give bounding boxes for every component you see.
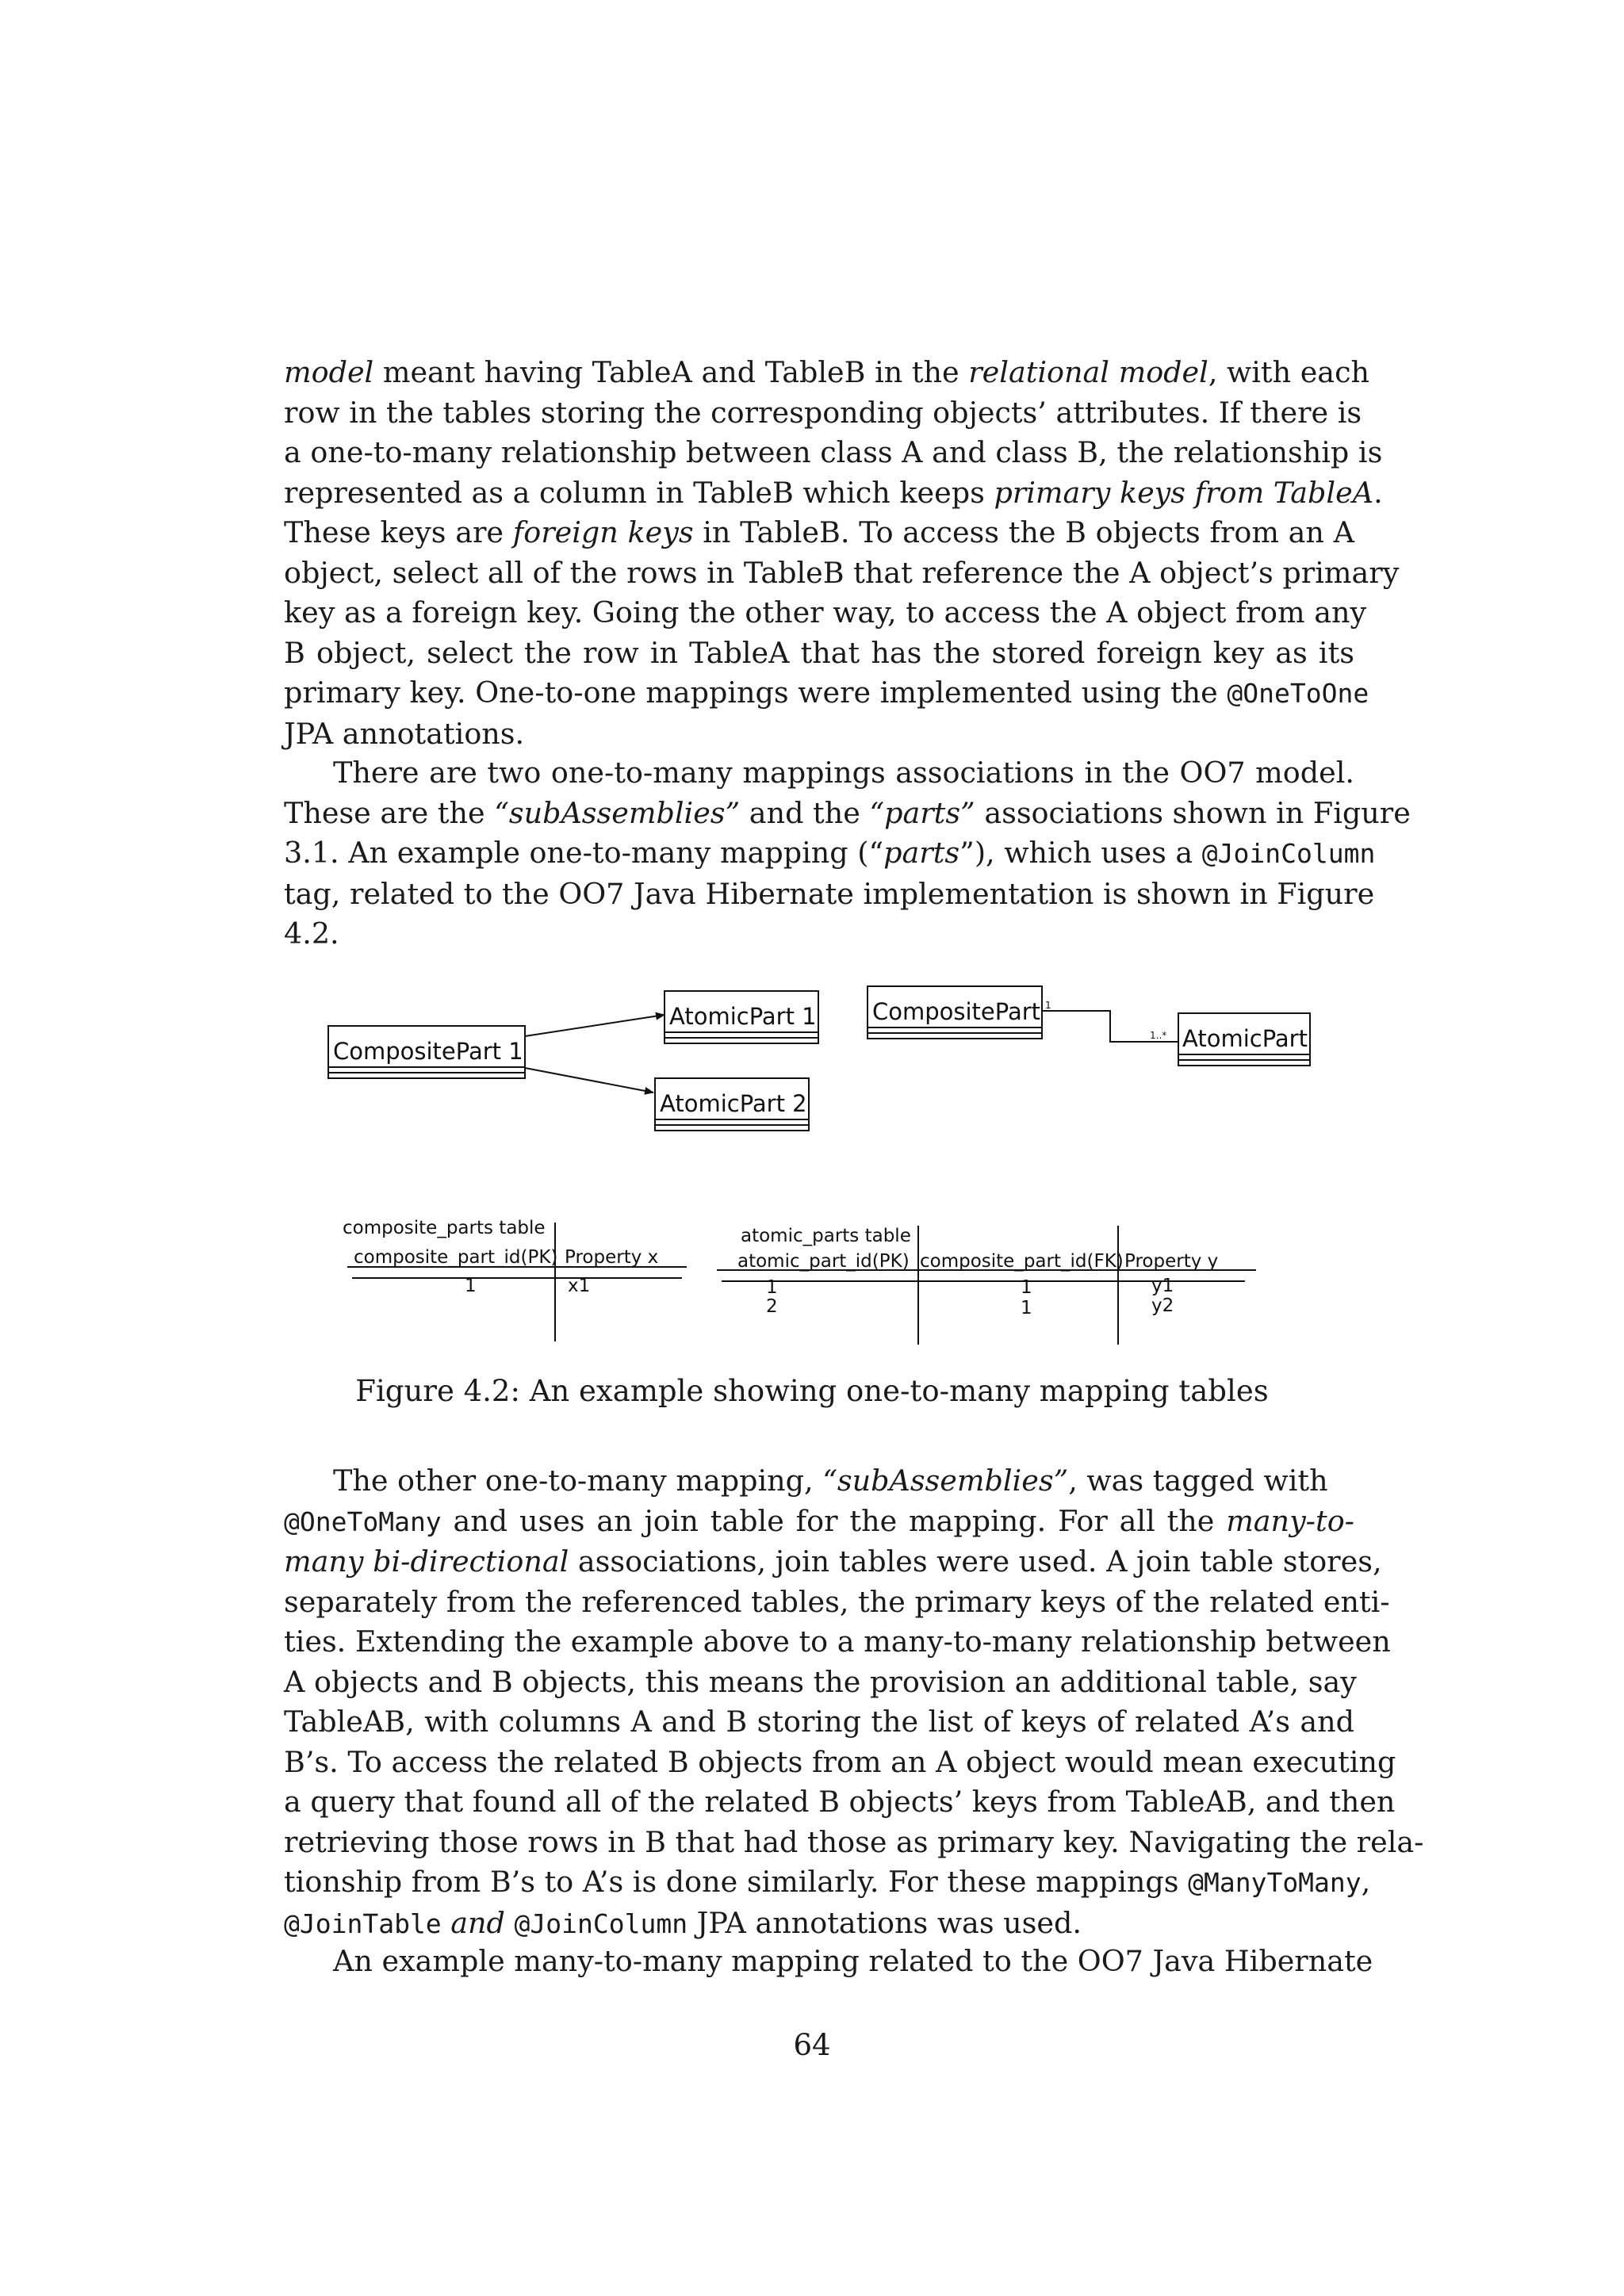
atomic-part-label: AtomicPart (1182, 1025, 1308, 1052)
atomic-part-1-label: AtomicPart 1 (669, 1003, 817, 1030)
table-cell: y2 (1151, 1295, 1174, 1316)
p3-line: TableAB, with columns A and B storing the list of keys of related A’s and (284, 1705, 1354, 1739)
p1-line: B object, select the row in TableA that has the stored foreign key as its (284, 635, 1354, 670)
table-header: Property y (1124, 1251, 1219, 1272)
paragraph-1 (284, 353, 1400, 754)
paragraph-4 (284, 1942, 1373, 1982)
atomic-part-2-label: AtomicPart 2 (660, 1090, 807, 1117)
composite-part-label: CompositePart (872, 998, 1041, 1025)
p1-line: key as a foreign key. Going the other way, to access the A object from any (284, 595, 1367, 629)
table-cell: x1 (568, 1276, 591, 1296)
atomic-parts-table (717, 1226, 1256, 1345)
composite-parts-table-title: composite_parts table (343, 1218, 546, 1238)
p3-line: B’s. To access the related B objects from an A object would mean executing (284, 1744, 1396, 1779)
table-cell: 1 (465, 1276, 477, 1296)
p2-line: 3.1. An example one-to-many mapping (“parts”), which uses a @JoinColumn (284, 836, 1376, 870)
p1-line: row in the tables storing the corresponding objects’ attributes. If there is (284, 395, 1362, 430)
p1-line: These keys are foreign keys in TableB. To access the B objects from an A (284, 515, 1354, 549)
table-header: composite_part_id(FK) (920, 1251, 1124, 1272)
page-number: 64 (793, 2028, 831, 2062)
p2-line: tag, related to the OO7 Java Hibernate implementation is shown in Figure (284, 876, 1375, 911)
p1-line: JPA annotations. (284, 716, 525, 751)
p3-line: @OneToMany and uses an join table for the mapping. For all the many-to- (284, 1503, 1354, 1538)
p1-line: a one-to-many relationship between class A and class B, the relationship is (284, 435, 1383, 469)
table-cell: 1 (1021, 1277, 1032, 1298)
paragraph-3 (284, 1461, 1424, 1944)
p1-line: represented as a column in TableB which keeps primary keys from TableA. (284, 475, 1383, 510)
p3-line: retrieving those rows in B that had those as primary key. Navigating the rela- (284, 1824, 1424, 1859)
composite-part-1-label: CompositePart 1 (333, 1038, 523, 1065)
figure-caption: Figure 4.2: An example showing one-to-many mapping tables (355, 1374, 1269, 1408)
p3-line: separately from the referenced tables, the primary keys of the related enti- (284, 1584, 1390, 1619)
table-cell: 1 (1021, 1298, 1032, 1318)
p3-line: many bi-directional associations, join tables were used. A join table stores, (284, 1544, 1382, 1578)
composite-parts-table (343, 1218, 687, 1341)
p1-line: object, select all of the rows in TableB that reference the A object’s primary (284, 555, 1400, 590)
p1-line: model meant having TableA and TableB in the relational model, with each (284, 355, 1370, 389)
p1-line: primary key. One-to-one mappings were implemented using the @OneToOne (284, 675, 1369, 710)
table-cell: 1 (766, 1277, 778, 1298)
table-header: composite_part_id(PK) (354, 1247, 558, 1268)
p3-line: @JoinTable and @JoinColumn JPA annotations was used. (284, 1905, 1082, 1940)
p2-line: There are two one-to-many mappings associations in the OO7 model. (333, 756, 1354, 790)
p3-line: The other one-to-many mapping, “subAssemblies”, was tagged with (333, 1464, 1328, 1498)
atomic-parts-table-title: atomic_parts table (741, 1226, 911, 1246)
p3-line: tionship from B’s to A’s is done similarly. For these mappings @ManyToMany, (284, 1865, 1371, 1899)
p4-line: An example many-to-many mapping related to the OO7 Java Hibernate (333, 1944, 1373, 1978)
p3-line: A objects and B objects, this means the provision an additional table, say (284, 1664, 1357, 1699)
p3-line: ties. Extending the example above to a many-to-many relationship between (284, 1624, 1391, 1659)
table-header: atomic_part_id(PK) (737, 1251, 910, 1272)
table-header: Property x (565, 1247, 659, 1268)
table-cell: y1 (1151, 1276, 1174, 1296)
p2-line: These are the “subAssemblies” and the “parts” associations shown in Figure (284, 795, 1411, 830)
multiplicity-many: 1..* (1150, 1030, 1167, 1041)
paragraph-2 (284, 753, 1411, 955)
table-cell: 2 (766, 1296, 778, 1317)
multiplicity-one: 1 (1045, 1000, 1051, 1011)
p2-line: 4.2. (284, 916, 339, 951)
p3-line: a query that found all of the related B objects’ keys from TableAB, and then (284, 1785, 1396, 1819)
